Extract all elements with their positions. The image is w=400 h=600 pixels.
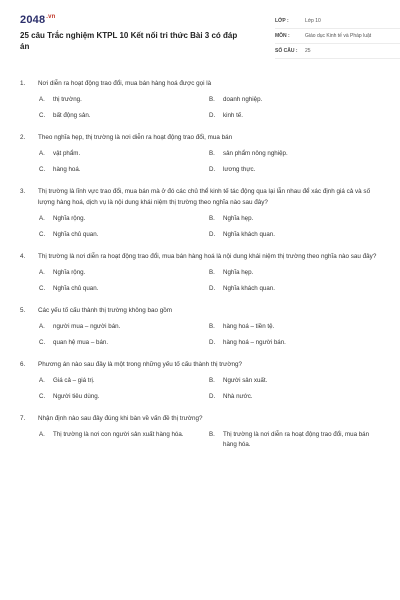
answer-option[interactable] bbox=[39, 430, 209, 450]
answer-options bbox=[39, 95, 382, 121]
answer-option[interactable] bbox=[39, 376, 209, 386]
option-letter: A. bbox=[39, 269, 45, 276]
option-text: hàng hoá – người bán. bbox=[223, 339, 286, 346]
answer-option[interactable] bbox=[209, 214, 379, 224]
question-number: 3. bbox=[20, 188, 26, 195]
question-text: Các yếu tố cấu thành thị trường không bao gồm bbox=[38, 307, 173, 314]
logo[interactable] bbox=[20, 14, 56, 26]
answer-option[interactable] bbox=[39, 230, 209, 240]
option-letter: C. bbox=[39, 339, 46, 346]
answer-option[interactable] bbox=[209, 392, 379, 402]
answer-option[interactable] bbox=[209, 268, 379, 278]
answer-option[interactable] bbox=[209, 149, 379, 159]
option-text: quan hệ mua – bán. bbox=[53, 339, 109, 346]
meta-value: 25 bbox=[305, 48, 311, 54]
question bbox=[20, 251, 382, 294]
option-text: hàng hoá. bbox=[53, 166, 81, 173]
option-text: hàng hoá – tiền tệ. bbox=[223, 323, 275, 330]
option-text: Thị trường là nơi diễn ra hoạt động trao đổi, mua bán hàng hóa. bbox=[223, 431, 370, 448]
option-letter: D. bbox=[209, 112, 216, 119]
answer-options bbox=[39, 268, 382, 294]
option-text: bất động sản. bbox=[53, 112, 91, 119]
option-text: vật phẩm. bbox=[53, 150, 81, 157]
answer-option[interactable] bbox=[209, 284, 379, 294]
answer-option[interactable] bbox=[209, 165, 379, 175]
question-number: 7. bbox=[20, 415, 26, 422]
option-text: Nghĩa rộng. bbox=[53, 215, 86, 222]
answer-option[interactable] bbox=[39, 165, 209, 175]
answer-option[interactable] bbox=[39, 214, 209, 224]
option-letter: A. bbox=[39, 96, 45, 103]
question-number: 2. bbox=[20, 134, 26, 141]
question-text: Thị trường là nơi diễn ra hoạt động trao đổi, mua bán hàng hoá là nội dung khái niệm thị trường theo nghĩa nào sau đây? bbox=[38, 253, 377, 260]
option-letter: C. bbox=[39, 231, 46, 238]
answer-option[interactable] bbox=[209, 111, 379, 121]
option-letter: B. bbox=[209, 323, 215, 330]
option-text: sản phẩm nông nghiệp. bbox=[223, 150, 288, 157]
answer-option[interactable] bbox=[209, 338, 379, 348]
option-letter: D. bbox=[209, 231, 216, 238]
question bbox=[20, 413, 382, 450]
answer-options bbox=[39, 214, 382, 240]
option-letter: B. bbox=[209, 377, 215, 384]
answer-option[interactable] bbox=[39, 392, 209, 402]
answer-option[interactable] bbox=[209, 95, 379, 105]
option-letter: A. bbox=[39, 215, 45, 222]
option-letter: D. bbox=[209, 166, 216, 173]
question bbox=[20, 305, 382, 348]
option-letter: A. bbox=[39, 431, 45, 438]
answer-option[interactable] bbox=[39, 111, 209, 121]
question-number: 1. bbox=[20, 80, 26, 87]
question-head bbox=[20, 132, 382, 143]
answer-option[interactable] bbox=[209, 430, 379, 450]
option-letter: C. bbox=[39, 166, 46, 173]
option-text: Nhà nước. bbox=[223, 393, 253, 400]
answer-options bbox=[39, 322, 382, 348]
option-letter: C. bbox=[39, 112, 46, 119]
option-text: Nghĩa chủ quan. bbox=[53, 231, 99, 238]
option-letter: C. bbox=[39, 285, 46, 292]
question-text: Nhận định nào sau đây đúng khi bàn về vấn đề thị trường? bbox=[38, 415, 203, 422]
meta-label: LỚP : bbox=[275, 18, 289, 24]
option-letter: A. bbox=[39, 377, 45, 384]
meta-value: Lớp 10 bbox=[305, 18, 321, 24]
question bbox=[20, 359, 382, 402]
question-text: Nơi diễn ra hoạt động trao đổi, mua bán hàng hoá được gọi là bbox=[38, 80, 212, 87]
meta-label: SỐ CÂU : bbox=[275, 48, 298, 54]
option-text: Thị trường là nơi con người sản xuất hàng hóa. bbox=[53, 431, 184, 438]
option-letter: A. bbox=[39, 323, 45, 330]
answer-option[interactable] bbox=[39, 322, 209, 332]
option-text: Nghĩa hẹp. bbox=[223, 215, 254, 222]
option-text: Người sản xuất. bbox=[223, 377, 268, 384]
answer-option[interactable] bbox=[39, 149, 209, 159]
option-letter: B. bbox=[209, 215, 215, 222]
answer-option[interactable] bbox=[39, 268, 209, 278]
page-title: 25 câu Trắc nghiệm KTPL 10 Kết nối tri thức Bài 3 có đáp án bbox=[20, 31, 238, 51]
meta-row-subject bbox=[275, 29, 400, 44]
option-text: người mua – người bán. bbox=[53, 323, 121, 330]
question-head bbox=[20, 359, 382, 370]
question-text: Thị trường là lĩnh vực trao đổi, mua bán mà ở đó các chủ thể kinh tế tác động qua lại lẫn nhau để xác định giá cả và số lượng hàng hoá, dịch vụ là nội dung khái niệm thị trường theo nghĩa nào sau đây? bbox=[38, 188, 371, 206]
option-letter: D. bbox=[209, 393, 216, 400]
question-head bbox=[20, 251, 382, 262]
option-text: Nghĩa rộng. bbox=[53, 269, 86, 276]
option-letter: D. bbox=[209, 339, 216, 346]
option-text: thị trường. bbox=[53, 96, 82, 103]
answer-options bbox=[39, 376, 382, 402]
option-text: lương thực. bbox=[223, 166, 256, 173]
option-text: Nghĩa khách quan. bbox=[223, 285, 275, 292]
meta-table bbox=[275, 14, 400, 59]
question bbox=[20, 78, 382, 121]
answer-option[interactable] bbox=[209, 376, 379, 386]
answer-option[interactable] bbox=[39, 95, 209, 105]
meta-row-grade bbox=[275, 14, 400, 29]
option-text: Nghĩa khách quan. bbox=[223, 231, 275, 238]
question bbox=[20, 186, 382, 240]
option-letter: D. bbox=[209, 285, 216, 292]
option-letter: C. bbox=[39, 393, 46, 400]
answer-options bbox=[39, 149, 382, 175]
question-number: 6. bbox=[20, 361, 26, 368]
option-text: doanh nghiệp. bbox=[223, 96, 263, 103]
answer-option[interactable] bbox=[209, 230, 379, 240]
option-letter: B. bbox=[209, 96, 215, 103]
option-text: Người tiêu dùng. bbox=[53, 393, 100, 400]
question-text: Theo nghĩa hẹp, thị trường là nơi diễn ra hoạt động trao đổi, mua bán bbox=[38, 134, 233, 141]
option-letter: B. bbox=[209, 150, 215, 157]
question-list bbox=[20, 78, 382, 461]
question-number: 5. bbox=[20, 307, 26, 314]
question-head bbox=[20, 186, 382, 208]
question-head bbox=[20, 305, 382, 316]
option-text: Nghĩa hẹp. bbox=[223, 269, 254, 276]
header bbox=[20, 14, 380, 58]
option-text: kinh tế. bbox=[223, 112, 243, 119]
option-letter: A. bbox=[39, 150, 45, 157]
answer-option[interactable] bbox=[39, 284, 209, 294]
question-text: Phương án nào sau đây là một trong những yếu tố cấu thành thị trường? bbox=[38, 361, 242, 368]
question-head bbox=[20, 78, 382, 89]
meta-label: MÔN : bbox=[275, 33, 290, 39]
question bbox=[20, 132, 382, 175]
answer-options bbox=[39, 430, 382, 450]
question-head bbox=[20, 413, 382, 424]
answer-option[interactable] bbox=[209, 322, 379, 332]
option-text: Nghĩa chủ quan. bbox=[53, 285, 99, 292]
meta-row-count bbox=[275, 44, 400, 59]
meta-value: Giáo dục Kinh tế và Pháp luật bbox=[305, 33, 372, 39]
question-number: 4. bbox=[20, 253, 26, 260]
option-letter: B. bbox=[209, 431, 215, 438]
option-text: Giá cả – giá trị. bbox=[53, 377, 95, 384]
answer-option[interactable] bbox=[39, 338, 209, 348]
logo-suffix: .vn bbox=[46, 14, 56, 21]
option-letter: B. bbox=[209, 269, 215, 276]
logo-text: 2048 bbox=[20, 14, 46, 26]
